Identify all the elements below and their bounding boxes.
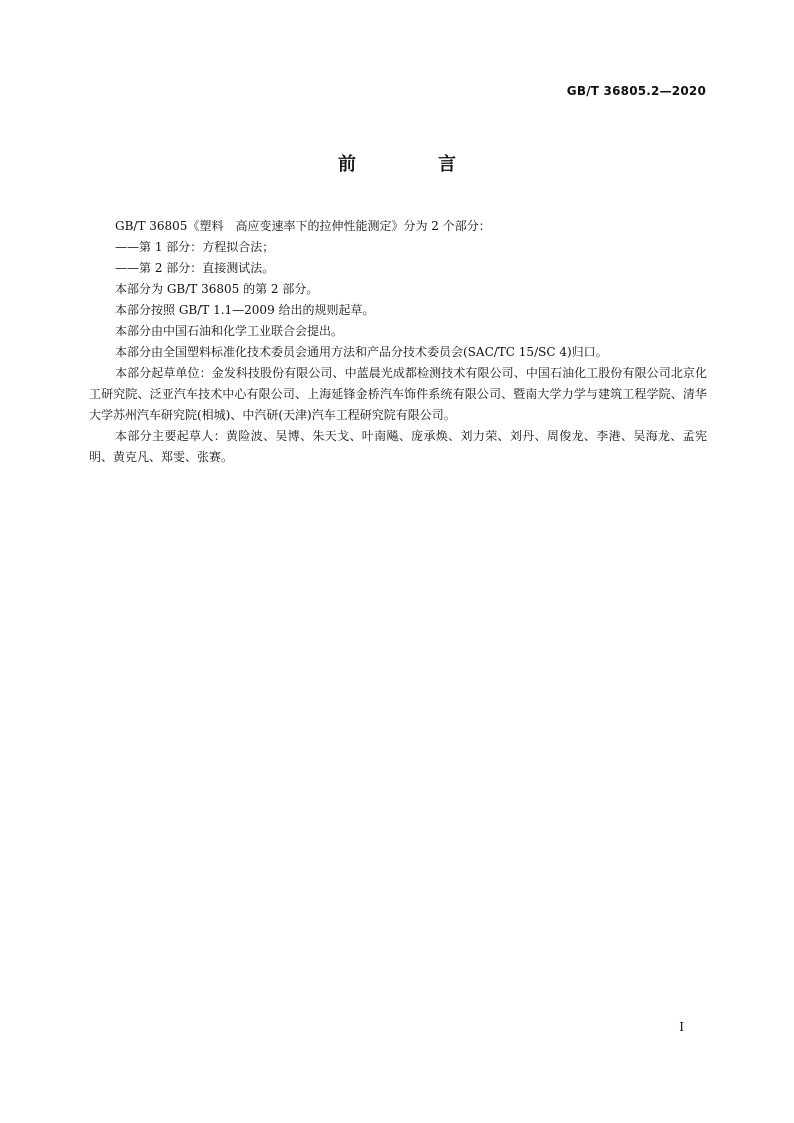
paragraph-drafting-organizations: 本部分起草单位：金发科技股份有限公司、中蓝晨光成都检测技术有限公司、中国石油化工股份有限公司北京化工研究院、泛亚汽车技术中心有限公司、上海延锋金桥汽车饰件系统有限公司、暨南大学力学与建筑工程学院、清华大学苏州汽车研究院(相城)、中汽研(天津)汽车工程研究院有限公司。 bbox=[89, 366, 707, 422]
paragraph-drafting-rules: 本部分按照 GB/T 1.1—2009 给出的规则起草。 bbox=[115, 303, 375, 317]
paragraph-centralized-by: 本部分由全国塑料标准化技术委员会通用方法和产品分技术委员会(SAC/TC 15/SC 4)归口。 bbox=[115, 345, 608, 359]
foreword-body bbox=[89, 216, 707, 468]
paragraph-proposed-by: 本部分由中国石油和化学工业联合会提出。 bbox=[115, 324, 344, 338]
paragraph-this-part: 本部分为 GB/T 36805 的第 2 部分。 bbox=[115, 282, 319, 296]
paragraph-part-2: ——第 2 部分：直接测试法。 bbox=[115, 261, 275, 275]
page-number: I bbox=[679, 1020, 684, 1034]
paragraph-parts-overview: GB/T 36805《塑料 高应变速率下的拉伸性能测定》分为 2 个部分： bbox=[115, 219, 491, 233]
page-title: 前 言 bbox=[338, 154, 488, 175]
paragraph-main-drafters: 本部分主要起草人：黄险波、吴博、朱天戈、叶南飚、庞承焕、刘力荣、刘丹、周俊龙、李港、吴海龙、孟宪明、黄克凡、郑雯、张赛。 bbox=[89, 429, 707, 464]
standard-code: GB/T 36805.2—2020 bbox=[566, 84, 706, 98]
paragraph-part-1: ——第 1 部分：方程拟合法； bbox=[115, 240, 275, 254]
